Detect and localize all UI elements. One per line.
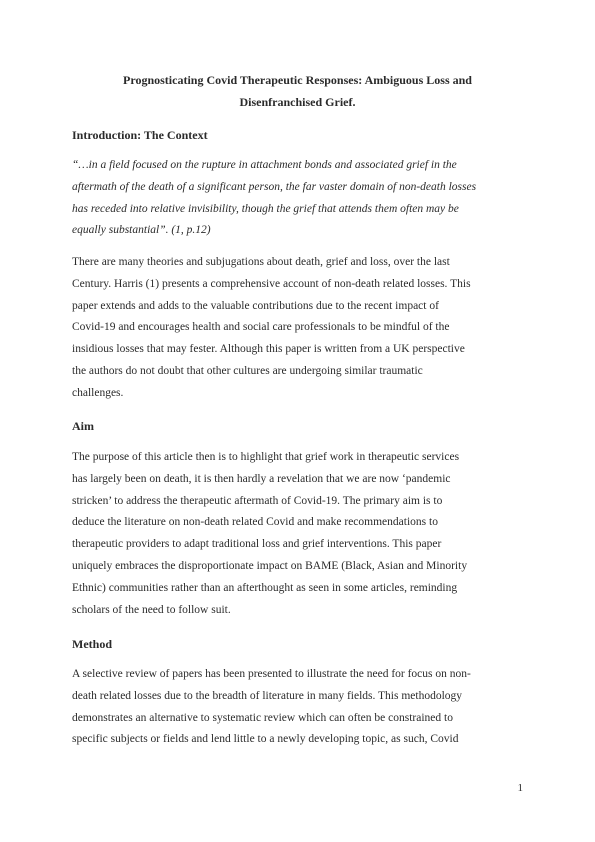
text-line: deduce the literature on non-death related Covid and make recommendations to [72,516,438,529]
intro-paragraph [72,252,527,405]
text-line: the authors do not doubt that other cultures are undergoing similar traumatic [72,364,423,377]
text-line: challenges. [72,386,124,399]
quote-line: “…in a field focused on the rupture in attachment bonds and associated grief in the [72,159,457,171]
text-line: Ethnic) communities rather than an afterthought as seen in some articles, reminding [72,581,458,594]
quote-line: aftermath of the death of a significant person, the far vaster domain of non-death losses [72,180,477,193]
text-line: Covid-19 and encourages health and social care professionals to be mindful of the [72,321,450,334]
text-line: demonstrates an alternative to systematic review which can often be constrained to [72,711,453,724]
aim-heading: Aim [72,419,94,433]
aim-paragraph [72,447,527,621]
text-line: death related losses due to the breadth of literature in many fields. This methodology [72,689,463,702]
text-line: therapeutic providers to adapt traditional loss and grief interventions. This paper [72,538,442,551]
text-line: Century. Harris (1) presents a comprehensive account of non-death related losses. This [72,277,471,290]
text-line: The purpose of this article then is to highlight that grief work in therapeutic services [72,451,460,463]
text-line: paper extends and adds to the valuable contributions due to the recent impact of [72,299,439,312]
text-line: has largely been on death, it is then hardly a revelation that we are now ‘pandemic [72,472,451,485]
text-line: stricken’ to address the therapeutic aftermath of Covid-19. The primary aim is to [72,494,443,507]
text-line: scholars of the need to follow suit. [72,603,231,616]
intro-heading: Introduction: The Context [72,128,208,142]
paper-title-line-2: Disenfranchised Grief. [239,95,356,109]
text-line: A selective review of papers has been presented to illustrate the need for focus on non- [72,668,471,680]
text-line: There are many theories and subjugations about death, grief and loss, over the last [72,256,450,268]
quote-line: equally substantial”. (1, p.12) [72,224,211,237]
quote-line: has receded into relative invisibility, though the grief that attends them often may be [72,202,459,215]
method-paragraph [72,664,527,751]
page-number: 1 [517,782,523,794]
text-line: insidious losses that may fester. Although this paper is written from a UK perspective [72,343,465,356]
method-heading: Method [72,637,112,651]
text-line: uniquely embraces the disproportionate impact on BAME (Black, Asian and Minority [72,559,468,572]
paper-title-line-1: Prognosticating Covid Therapeutic Responses: Ambiguous Loss and [123,73,472,87]
intro-quote [72,155,527,242]
text-line: specific subjects or fields and lend little to a newly developing topic, as such, Covid [72,733,459,746]
